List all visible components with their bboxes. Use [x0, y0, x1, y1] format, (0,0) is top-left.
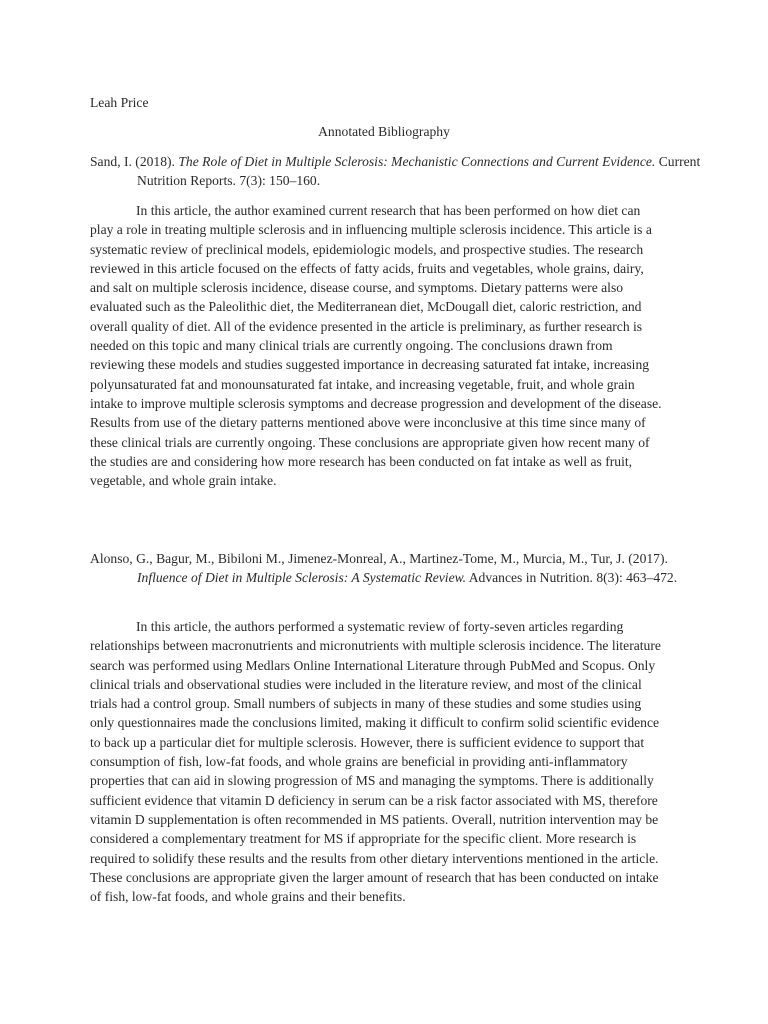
annotation-entry-1: In this article, the author examined current research that has been performed on how diet can play a role in treating multiple sclerosis and in influencing multiple sclerosis incidence. This article is a systematic review of preclinical models, epidemiologic models, and prospective studies. The research reviewed in this article focused on the effects of fatty acids, fruits and vegetables, whole grains, dairy, and salt on multiple sclerosis incidence, disease course, and symptoms. Dietary patterns were also evaluated such as the Paleolithic diet, the Mediterranean diet, McDougall diet, caloric restriction, and overall quality of diet. All of the evidence presented in the article is preliminary, as further research is needed on this topic and many clinical trials are currently ongoing. The conclusions drawn from reviewing these models and studies suggested importance in decreasing saturated fat intake, increasing polyunsaturated fat and monounsaturated fat intake, and increasing vegetable, fruit, and whole grain intake to improve multiple sclerosis symptoms and decrease progression and development of the disease. Results from use of the dietary patterns mentioned above were inconclusive at this time since many of these clinical trials are currently ongoing. These conclusions are appropriate given how recent many of the studies are and considering how more research has been conducted on fat intake as well as fruit, vegetable, and whole grain intake.: [90, 203, 662, 489]
citation-authors-year: Sand, I. (2018).: [90, 154, 179, 169]
author-name: Leah Price: [90, 95, 149, 110]
citation-source: Advances in Nutrition. 8(3): 463–472.: [466, 570, 678, 586]
citation-entry-2: [90, 549, 709, 588]
citation-entry-1: [90, 152, 709, 191]
annotation-entry-2: In this article, the authors performed a systematic review of forty-seven articles regarding relationships between macronutrients and micronutrients with multiple sclerosis incidence. The literature search was performed using Medlars Online International Literature through PubMed and Scopus. Only clinical trials and observational studies were included in the literature review, and most of the clinical trials had a control group. Small numbers of subjects in many of these studies and some studies using only questionnaires made the conclusions limited, making it difficult to confirm solid scientific evidence to back up a particular diet for multiple sclerosis. However, there is sufficient evidence to support that consumption of fish, low-fat foods, and whole grains are beneficial in providing anti-inflammatory properties that can aid in slowing progression of MS and managing the symptoms. There is additionally sufficient evidence that vitamin D deficiency in serum can be a risk factor associated with MS, therefore vitamin D supplementation is often recommended in MS patients. Overall, nutrition intervention may be considered a complementary treatment for MS if appropriate for the specific client. More research is required to solidify these results and the results from other dietary interventions mentioned in the article. These conclusions are appropriate given the larger amount of research that has been conducted on intake of fish, low-fat foods, and whole grains and their benefits.: [90, 619, 661, 905]
citation-article-title: Influence of Diet in Multiple Sclerosis: A Systematic Review.: [137, 570, 467, 586]
document-title: Annotated Bibliography: [318, 124, 450, 139]
citation-source: Current Nutrition Reports. 7(3): 150–160.: [137, 154, 701, 189]
citation-article-title: The Role of Diet in Multiple Sclerosis: Mechanistic Connections and Current Evidence.: [178, 154, 656, 169]
citation-authors-year: Alonso, G., Bagur, M., Bibiloni M., Jimenez-Monreal, A., Martinez-Tome, M., Murcia, M., Tur, J. (2017).: [90, 551, 668, 566]
